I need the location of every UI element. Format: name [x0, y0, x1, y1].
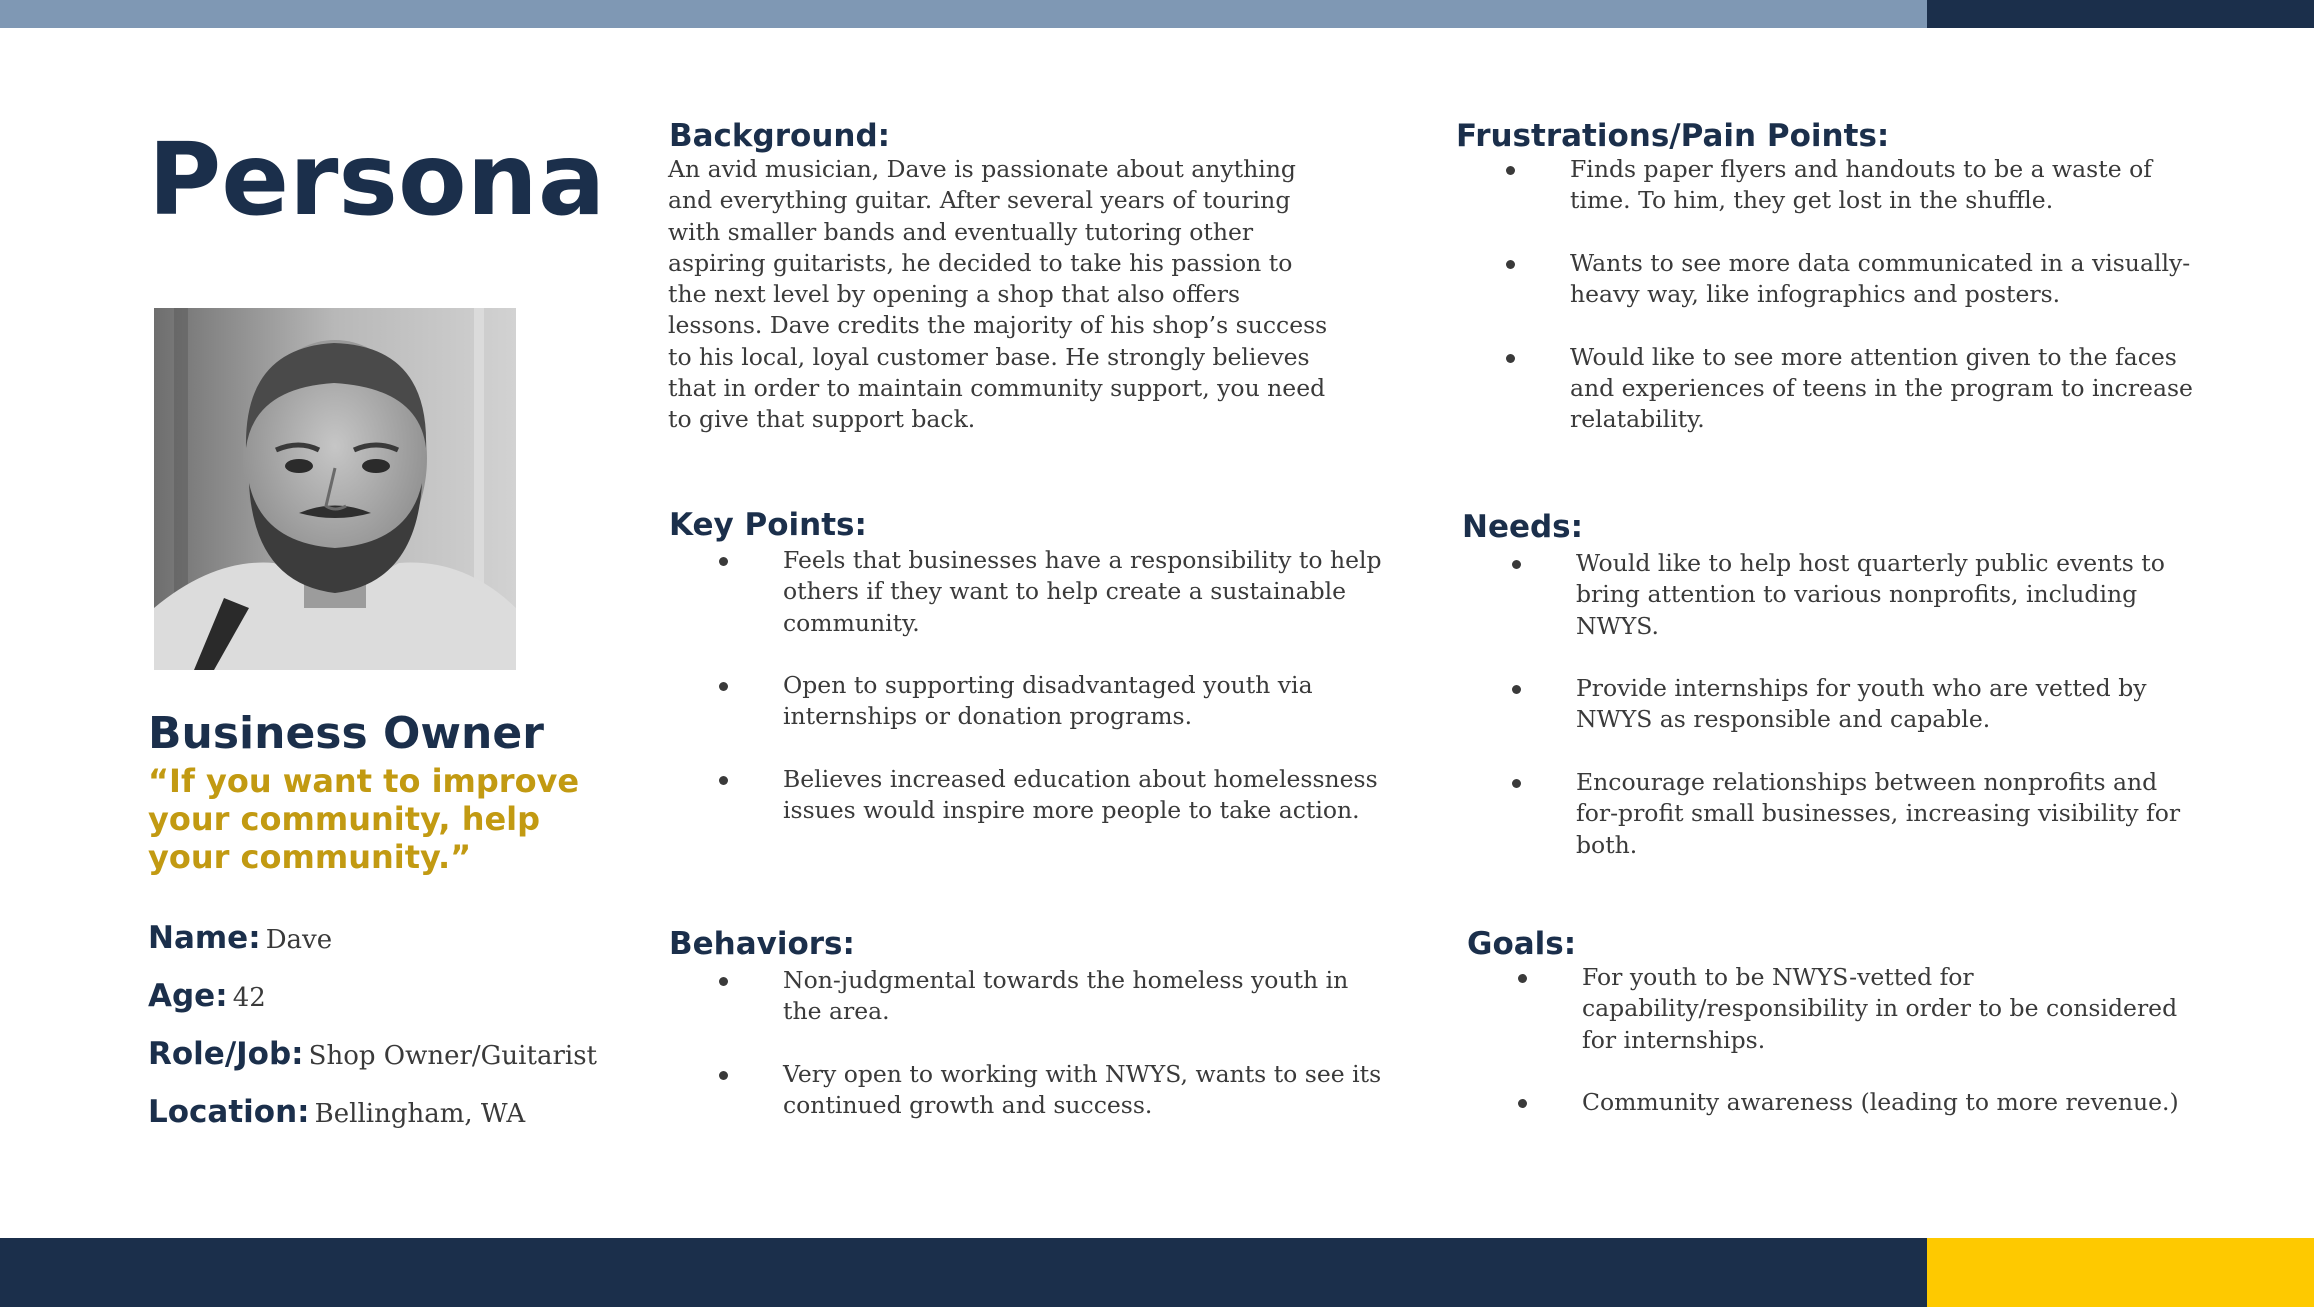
list-item-text: Provide internships for youth who are vetted by NWYS as responsible and capable. — [1576, 674, 2147, 734]
key-points-list — [713, 545, 1413, 827]
list-item-text: Feels that businesses have a responsibility to help others if they want to help create a sustainable community. — [783, 546, 1382, 637]
bullet-icon — [1506, 354, 1515, 363]
list-item-text: Would like to help host quarterly public events to bring attention to various nonprofits, including NWYS. — [1576, 549, 2165, 640]
bullet-icon — [719, 977, 728, 986]
bullet-icon — [1506, 260, 1515, 269]
list-item-text: Community awareness (leading to more revenue.) — [1582, 1088, 2179, 1117]
bullet-icon — [719, 1071, 728, 1080]
list-item — [713, 545, 1413, 639]
role-label: Role/Job: — [148, 1036, 304, 1072]
frustrations-heading: Frustrations/Pain Points: — [1456, 118, 1890, 154]
bullet-icon — [1518, 974, 1527, 983]
list-item — [1500, 342, 2210, 436]
frustrations-list — [1500, 154, 2210, 436]
behaviors-heading: Behaviors: — [669, 926, 855, 962]
needs-heading: Needs: — [1462, 509, 1584, 545]
list-item-text: Believes increased education about homelessness issues would inspire more people to take action. — [783, 765, 1378, 825]
persona-photo — [154, 308, 516, 670]
list-item-text: Very open to working with NWYS, wants to see its continued growth and success. — [783, 1059, 1382, 1120]
detail-role — [148, 1036, 597, 1080]
list-item — [1506, 767, 2206, 861]
bullet-icon — [1512, 779, 1521, 788]
detail-location — [148, 1094, 525, 1138]
list-item-text: Finds paper flyers and handouts to be a waste of time. To him, they get lost in the shuffle. — [1570, 155, 2152, 215]
list-item — [713, 1059, 1393, 1122]
list-item — [713, 764, 1413, 827]
role-value: Shop Owner/Guitarist — [308, 1041, 597, 1071]
bottom-accent-bar — [0, 1238, 1927, 1307]
bullet-icon — [1506, 166, 1515, 175]
list-item-text: For youth to be NWYS-vetted for capability/responsibility in order to be considered for internships. — [1582, 963, 2178, 1054]
bullet-icon — [719, 557, 728, 566]
list-item — [1500, 248, 2210, 311]
bullet-icon — [1512, 685, 1521, 694]
bullet-icon — [719, 682, 728, 691]
background-heading: Background: — [669, 118, 891, 154]
list-item-text: Open to supporting disadvantaged youth via internships or donation programs. — [783, 671, 1313, 731]
list-item — [713, 670, 1413, 733]
list-item-text: Wants to see more data communicated in a visually-heavy way, like infographics and posters. — [1570, 248, 2191, 309]
detail-age — [148, 978, 266, 1022]
behaviors-list — [713, 965, 1393, 1121]
location-label: Location: — [148, 1094, 310, 1130]
age-value: 42 — [232, 983, 266, 1013]
bullet-icon — [719, 776, 728, 785]
list-item — [1506, 548, 2206, 642]
list-item — [713, 965, 1393, 1028]
location-value: Bellingham, WA — [314, 1099, 526, 1129]
list-item — [1506, 673, 2206, 736]
top-accent-bar-dark — [1927, 0, 2314, 28]
role-title: Business Owner — [148, 708, 544, 759]
list-item — [1512, 962, 2212, 1056]
name-label: Name: — [148, 920, 261, 956]
bullet-icon — [1518, 1099, 1527, 1108]
detail-name — [148, 920, 332, 964]
name-value: Dave — [265, 925, 333, 955]
list-item — [1500, 154, 2210, 217]
persona-quote: “If you want to improve your community, help your community.” — [148, 762, 580, 876]
page-title: Persona — [148, 121, 606, 238]
bottom-accent-bar-yellow — [1927, 1238, 2314, 1307]
list-item-text: Encourage relationships between nonprofits and for-profit small businesses, increasing visibility for both. — [1576, 768, 2181, 859]
goals-list — [1512, 962, 2212, 1118]
top-accent-bar — [0, 0, 1927, 28]
list-item — [1512, 1087, 2212, 1118]
goals-heading: Goals: — [1467, 926, 1577, 962]
age-label: Age: — [148, 978, 228, 1014]
list-item-text: Would like to see more attention given to the faces and experiences of teens in the program to increase relatability. — [1570, 342, 2193, 434]
needs-list — [1506, 548, 2206, 861]
background-text: An avid musician, Dave is passionate about anything and everything guitar. After several years of touring with smaller bands and eventually tutoring other aspiring guitarists, he decided to take his passion to the next level by opening a shop that also offers lessons. Dave credits the majority of his shop’s success to his local, loyal customer base. He strongly believes that in order to maintain community support, you need to give that support back. — [668, 155, 1328, 434]
bullet-icon — [1512, 560, 1521, 569]
list-item-text: Non-judgmental towards the homeless youth in the area. — [783, 966, 1349, 1026]
key-points-heading: Key Points: — [669, 507, 867, 543]
